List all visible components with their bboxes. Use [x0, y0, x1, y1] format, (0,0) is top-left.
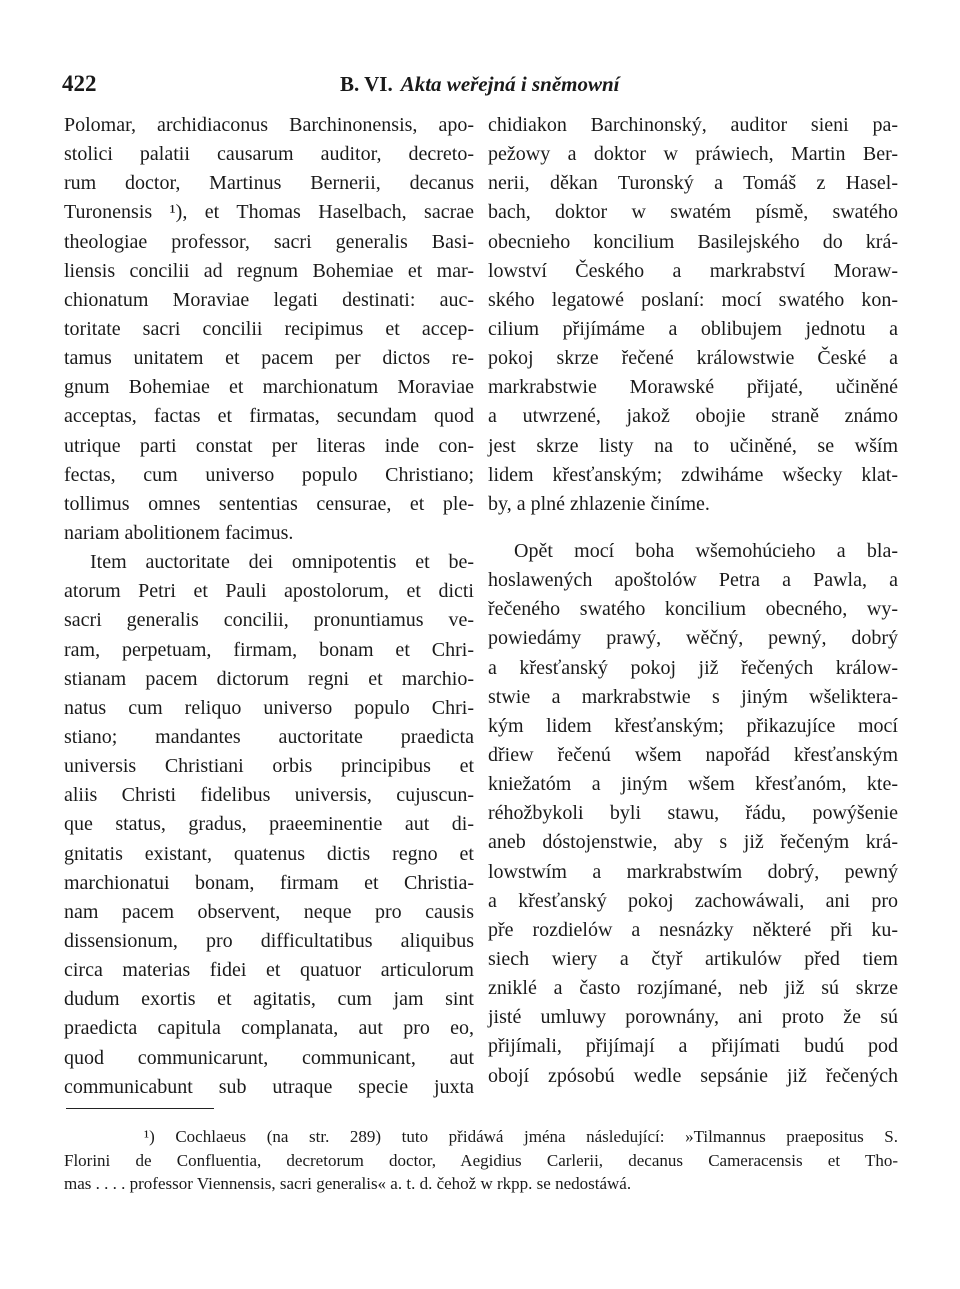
text-line: stolici palatii causarum auditor, decreto- — [64, 143, 474, 166]
text-line: sacri generalis concilii, pronuntiamus ve- — [64, 609, 474, 632]
text-line: jisté umluwy porownány, ani proto že sú — [488, 1006, 898, 1029]
text-line: atorum Petri et Pauli apostolorum, et dicti — [64, 580, 474, 603]
text-line: praedicta capitula complanata, aut pro eo, — [64, 1017, 474, 1040]
text-line: ského legatowé poslaní: mocí swatého kon- — [488, 288, 898, 311]
text-line: acceptas, factas et firmatas, secundam quod — [64, 405, 474, 428]
text-line: nariam abolitionem facimus. — [64, 521, 294, 544]
text-line: a křesťanský pokoj zachowáwali, ani pro — [488, 889, 898, 912]
text-line: hoslawených apoštolów Petra a Pawla, a — [488, 569, 898, 592]
text-line: dissensionum, pro difficultatibus aliquibus — [64, 929, 474, 952]
czech-column-bottom — [488, 537, 898, 1091]
text-line: pře rozdielów a nesnázky některé při ku- — [488, 918, 898, 941]
text-line: řečeného swatého koncilium obecného, wy- — [488, 598, 898, 621]
text-line: Polomar, archidiaconus Barchinonensis, apo- — [64, 114, 474, 136]
text-line: stwie a markrabstwie s jiným wšeliktera- — [488, 685, 898, 708]
text-line: natus cum reliquo universo populo Chri- — [64, 696, 474, 719]
text-line: circa materias fidei et quatuor articulorum — [64, 959, 474, 982]
text-line: zniklé a často rozjímané, neb již sú skrze — [488, 977, 898, 1000]
footnote-line: ¹) Cochlaeus (na str. 289) tuto přidáwá jména následující: »Tilmannus praepositus S. — [144, 1127, 898, 1146]
text-line: a utwrzené, jakož obojie straně známo — [488, 405, 898, 428]
text-line: kým lidem křesťanským; přikazujíce mocí — [488, 714, 898, 737]
text-line: dudum exortis et agitatis, cum jam sint — [64, 988, 474, 1011]
text-line: tamus unitatem et pacem per dictos re- — [64, 347, 474, 370]
text-line: gnum Bohemiae et marchionatum Moraviae — [64, 376, 474, 399]
text-line: theologiae professor, sacri generalis Basi- — [64, 230, 474, 253]
text-line: chidiakon Barchinonský, auditor sieni pa- — [488, 114, 898, 136]
text-line: by, a plné zhlazenie činíme. — [488, 492, 710, 515]
text-line: aneb dóstojenstwie, aby s již řečeným krá- — [488, 831, 898, 854]
text-line: markrabstwie Morawské přijaté, učiněné — [488, 376, 898, 399]
text-line: stiano; mandantes auctoritate praedicta — [64, 725, 474, 748]
text-line: siech wiery a čtyř artikulów před tiem — [488, 947, 898, 970]
text-line: powiedámy prawý, wěčný, pewný, dobrý — [488, 627, 898, 650]
text-line: liensis concilii ad regnum Bohemiae et mar- — [64, 259, 474, 282]
text-line: obecnieho koncilium Basilejského do krá- — [488, 230, 898, 253]
text-line: communicabunt sub utraque specie juxta — [64, 1075, 474, 1098]
text-line: cilium přijímáme a oblibujem jednotu a — [488, 317, 898, 340]
text-line: nam pacem observent, neque pro causis — [64, 900, 474, 923]
text-line: lowstwím a markrabstwím dobrý, pewný — [488, 860, 898, 883]
text-line: pežowy a doktor w práwiech, Martin Ber- — [488, 143, 898, 166]
text-line: marchionatui bonam, firmam et Christia- — [64, 871, 474, 894]
text-line: kniežatóm a jiným wšem křesťanóm, kte- — [488, 773, 898, 796]
text-line: Turonensis ¹), et Thomas Haselbach, sacrae — [64, 201, 474, 224]
text-line: rum doctor, Martinus Bernerii, decanus — [64, 172, 474, 195]
footnote-line: Florini de Confluentia, decretorum doctor, Aegidius Carlerii, decanus Cameracensis et Tho- — [64, 1150, 898, 1170]
text-line: universis Christiani orbis principibus et — [64, 755, 474, 778]
text-line: réhožbykoli byli stawu, řádu, powýšenie — [488, 802, 898, 825]
text-line: fectas, cum universo populo Christiano; — [64, 463, 474, 486]
text-line: utrique parti constat per literas inde con- — [64, 434, 474, 457]
text-line: pokoj skrze řečené králowstwie České a — [488, 347, 898, 370]
text-line: chionatum Moraviae legati destinati: auc- — [64, 288, 474, 311]
chapter-title: Akta weřejná i sněmowní — [400, 72, 620, 96]
page-number: 422 — [62, 71, 97, 96]
footnote-block — [64, 1125, 898, 1196]
text-line: jest skrze listy na to učiněné, se wším — [488, 434, 898, 457]
text-line: přijímali, přijímají a přijímati budú pod — [488, 1035, 898, 1058]
footnote-line: mas . . . . professor Viennensis, sacri generalis« a. t. d. čehož w rkpp. se nedostáwá. — [64, 1174, 632, 1193]
running-header — [62, 66, 898, 102]
text-line: gnitatis existant, quatenus dictis regno et — [64, 842, 474, 865]
latin-column — [64, 111, 474, 1102]
text-line: Item auctoritate dei omnipotentis et be- — [90, 551, 474, 574]
text-line: Opět mocí boha wšemohúcieho a bla- — [514, 540, 898, 562]
text-line: nerii, děkan Turonský a Tomáš z Hasel- — [488, 172, 898, 195]
text-line: bach, doktor w swatém písmě, swatého — [488, 201, 898, 224]
text-line: lowství Českého a markrabství Moraw- — [488, 259, 898, 282]
text-line: dřiew řečenú wšem napořád křesťanským — [488, 743, 898, 766]
text-line: obojí zpósobú wedle sepsánie již řečených — [488, 1064, 898, 1087]
text-line: tollimus omnes sententias censurae, et ple- — [64, 492, 474, 515]
text-line: quod communicarunt, communicant, aut — [64, 1046, 474, 1069]
text-line: lidem křesťanským; zdwiháme wšecky klat- — [488, 463, 898, 486]
czech-column-top — [488, 111, 898, 519]
text-line: que status, gradus, praeeminentie aut di- — [64, 813, 474, 836]
text-line: toritate sacri concilii recipimus et accep- — [64, 317, 474, 340]
section-number: B. VI. — [340, 72, 393, 96]
running-title — [340, 66, 620, 102]
text-line: a křesťanský pokoj již řečených králow- — [488, 656, 898, 679]
text-line: stianam pacem dictorum regni et marchio- — [64, 667, 474, 690]
text-line: aliis Christi fidelibus universis, cujuscun- — [64, 784, 474, 807]
footnote-divider — [66, 1108, 214, 1109]
text-line: ram, perpetuam, firmam, bonam et Chri- — [64, 638, 474, 661]
